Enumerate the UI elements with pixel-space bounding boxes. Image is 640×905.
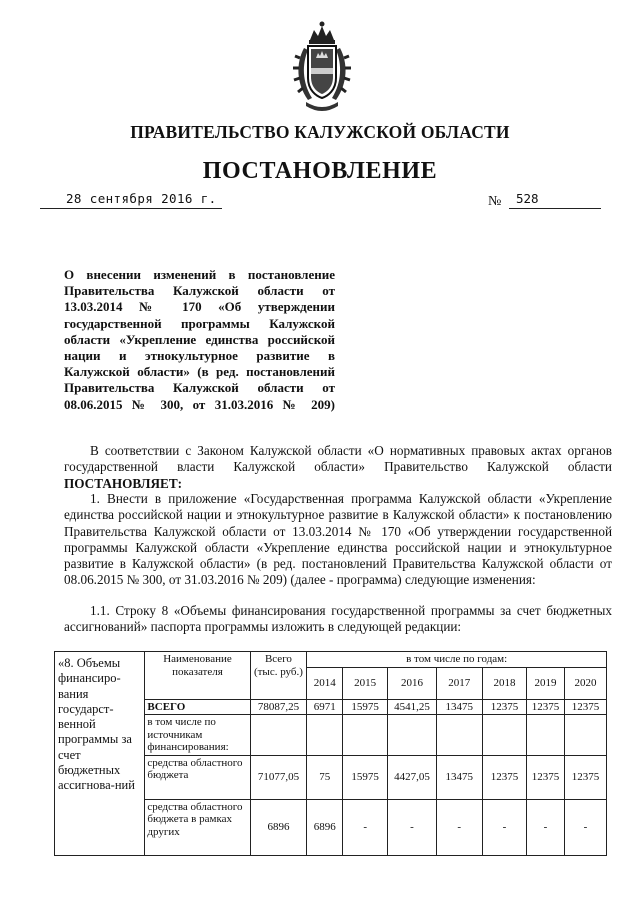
year-header: 2016	[388, 667, 436, 699]
table-row-title: «8. Объемы финансиро-вания государст-венной программы за счет бюджетных ассигнова-ний	[55, 652, 145, 856]
row-value: 6896	[307, 799, 343, 855]
row-value	[343, 715, 388, 756]
row-label: средства областного бюджета в рамках других	[145, 799, 250, 855]
year-header: 2014	[307, 667, 343, 699]
row-value: 12375	[564, 755, 606, 799]
year-header: 2018	[482, 667, 526, 699]
row-value: -	[564, 799, 606, 855]
row-value: 4427,05	[388, 755, 436, 799]
row-value: -	[436, 799, 482, 855]
row-value: 15975	[343, 755, 388, 799]
row-value: 6971	[307, 699, 343, 715]
row-value	[482, 715, 526, 756]
row-value: 12375	[527, 699, 565, 715]
preamble-text: В соответствии с Законом Калужской области «О нормативных правовых актах органов государственной власти Калужской области» Правительство Калужской области	[64, 443, 612, 475]
row-value: 12375	[482, 755, 526, 799]
year-header: 2015	[343, 667, 388, 699]
row-value	[527, 715, 565, 756]
government-title: ПРАВИТЕЛЬСТВО КАЛУЖСКОЙ ОБЛАСТИ	[130, 122, 510, 142]
number-label: №	[488, 194, 502, 209]
row-total	[250, 715, 307, 756]
row-value: -	[482, 799, 526, 855]
year-header: 2020	[564, 667, 606, 699]
row-value: 75	[307, 755, 343, 799]
paragraph-item-1	[64, 491, 612, 589]
row-value: 4541,25	[388, 699, 436, 715]
row-label: ВСЕГО	[145, 699, 250, 715]
row-value	[388, 715, 436, 756]
item-1-1-text: 1.1. Строку 8 «Объемы финансирования государственной программы за счет бюджетных ассигнований» паспорта программы изложить в следующей редакции:	[64, 603, 612, 635]
row-total: 6896	[250, 799, 307, 855]
paragraph-preamble	[64, 443, 612, 492]
row-value: 12375	[564, 699, 606, 715]
year-header: 2017	[436, 667, 482, 699]
decree-number: 528	[516, 191, 539, 206]
row-label: средства областного бюджета	[145, 755, 250, 799]
row-value: 13475	[436, 755, 482, 799]
row-value	[307, 715, 343, 756]
row-total: 78087,25	[250, 699, 307, 715]
paragraph-item-1-1	[64, 603, 612, 636]
header-indicator: Наименование показателя	[145, 652, 250, 700]
decree-title: ПОСТАНОВЛЕНИЕ	[202, 158, 438, 184]
row-value: 12375	[482, 699, 526, 715]
row-value: -	[527, 799, 565, 855]
header-years-group: в том числе по годам:	[307, 652, 607, 668]
decree-date: 28 сентября 2016 г.	[66, 191, 217, 206]
funding-table	[54, 651, 607, 856]
row-value: 12375	[527, 755, 565, 799]
row-value: -	[388, 799, 436, 855]
row-value	[564, 715, 606, 756]
item-1-text: 1. Внести в приложение «Государственная программа Калужской области «Укрепление единства российской нации и этнокультурное развитие в Калужской области» к постановлению Правительства Калужской области от 13.03.2014 № 170 «Об утверждении государственной программы Калужской области «Укрепление единства российской нации и этнокультурное развитие в Калужской области» (в ред. постановлений Правительства Калужской области от 08.06.2015 № 300, от 31.03.2016 № 209) (далее - программа) следующие изменения:	[64, 491, 612, 588]
header-total: Всего (тыс. руб.)	[250, 652, 307, 700]
row-label: в том числе по источникам финансирования:	[145, 715, 250, 756]
coat-of-arms-emblem	[290, 18, 354, 118]
row-value	[436, 715, 482, 756]
row-value: 15975	[343, 699, 388, 715]
row-total: 71077,05	[250, 755, 307, 799]
decree-subject-text: О внесении изменений в постановление Правительства Калужской области от 13.03.2014 № 170 «Об утверждении государственной программы Калужской области «Укрепление единства российской нации и этнокультурное развитие в Калужской области» (в ред. постановлений Правительства Калужской области от 08.06.2015 № 300, от 31.03.2016 № 209)	[64, 267, 335, 412]
row-value: 13475	[436, 699, 482, 715]
resolves-keyword: ПОСТАНОВЛЯЕТ:	[64, 475, 183, 491]
decree-subject	[64, 267, 335, 413]
year-header: 2019	[527, 667, 565, 699]
row-value: -	[343, 799, 388, 855]
